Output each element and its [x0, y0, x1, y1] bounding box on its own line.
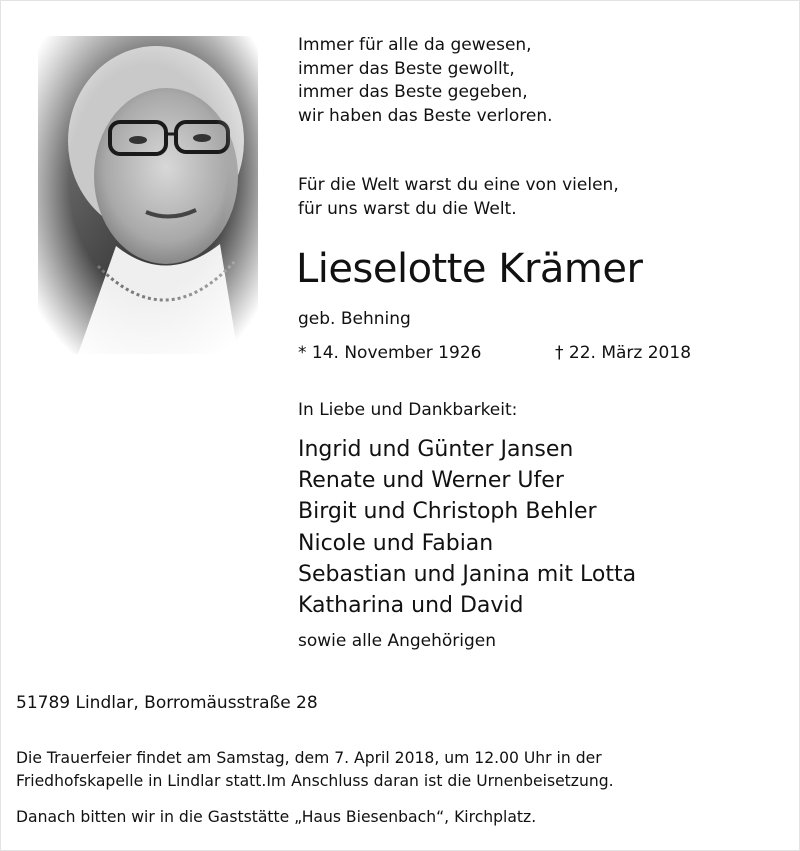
- life-dates: [298, 343, 692, 363]
- address: 51789 Lindlar, Borromäusstraße 28: [16, 693, 318, 713]
- deceased-name: Lieselotte Krämer: [296, 246, 643, 292]
- death-date: † 22. März 2018: [555, 343, 692, 363]
- mourner: Ingrid und Günter Jansen: [298, 437, 574, 462]
- poem-line: wir haben das Beste verloren.: [298, 105, 553, 126]
- ceremony-info: [16, 747, 796, 793]
- thanks-heading: In Liebe und Dankbarkeit:: [298, 400, 518, 420]
- relatives-note: sowie alle Angehörigen: [298, 631, 497, 651]
- mourner: Birgit und Christoph Behler: [298, 499, 597, 525]
- portrait-photo: [38, 36, 258, 354]
- dedication: [298, 174, 619, 221]
- ceremony-line: Die Trauerfeier findet am Samstag, dem 7. April 2018, um 12.00 Uhr in der: [16, 749, 602, 767]
- portrait-icon: [38, 36, 258, 354]
- reception-info: Danach bitten wir in die Gaststätte „Haus Biesenbach“, Kirchplatz.: [16, 808, 537, 826]
- poem-line: immer das Beste gewollt,: [298, 58, 515, 79]
- mourner: Katharina und David: [298, 593, 524, 619]
- birth-date: * 14. November 1926: [298, 343, 482, 363]
- dedication-line: für uns warst du die Welt.: [298, 198, 517, 219]
- poem: [298, 34, 553, 128]
- mourners-list: [298, 434, 636, 621]
- poem-line: Immer für alle da gewesen,: [298, 35, 532, 55]
- birth-name: geb. Behning: [298, 309, 411, 329]
- ceremony-line: Friedhofskapelle in Lindlar statt.Im Anschluss daran ist die Urnenbeisetzung.: [16, 772, 614, 790]
- mourner: Renate und Werner Ufer: [298, 468, 564, 494]
- mourner: Sebastian und Janina mit Lotta: [298, 561, 637, 587]
- mourner: Nicole und Fabian: [298, 530, 494, 556]
- poem-line: immer das Beste gegeben,: [298, 82, 528, 102]
- dedication-line: Für die Welt warst du eine von vielen,: [298, 175, 619, 195]
